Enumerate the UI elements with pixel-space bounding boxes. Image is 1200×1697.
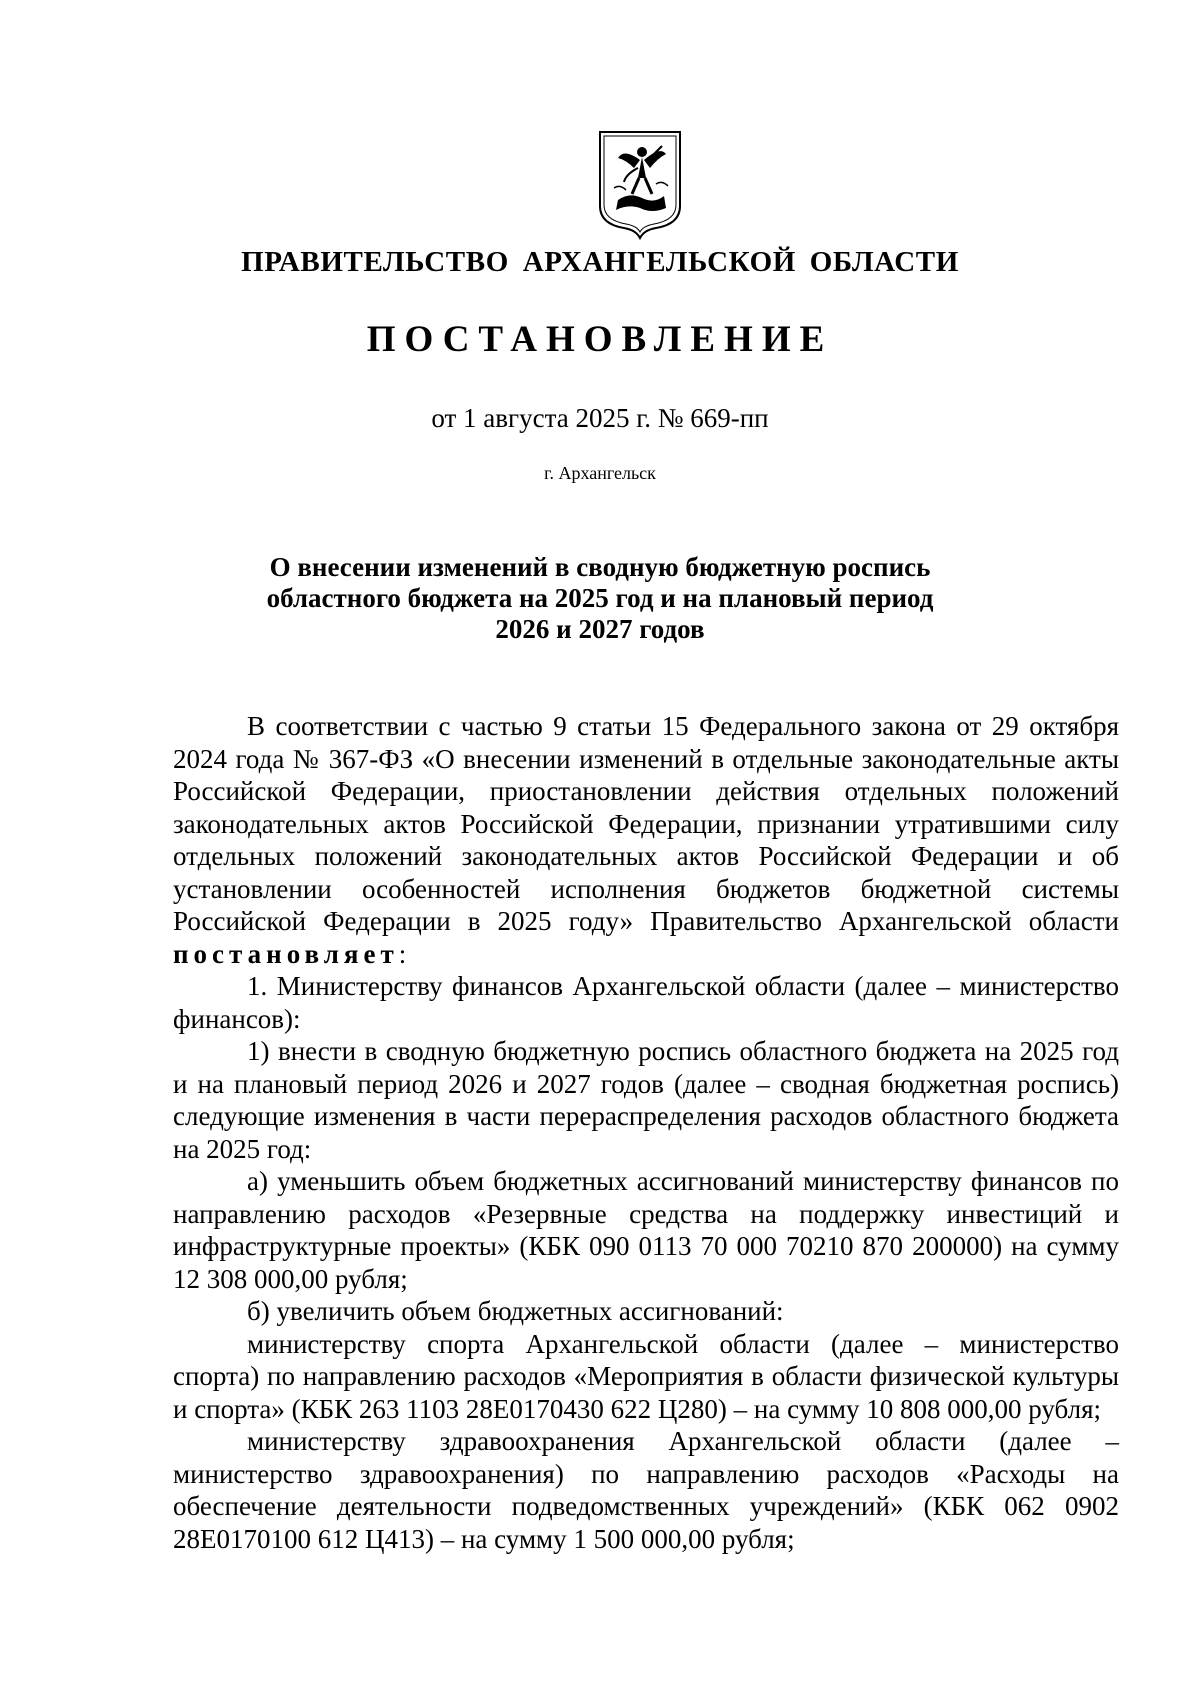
decree-word: постановляет — [173, 938, 399, 969]
item-a-paragraph: а) уменьшить объем бюджетных ассигнований министерству финансов по направлению расходов «Резервные средства на поддержку инвестиций и инфраструктурные проекты» (КБК 090 0113 70 000 70210 870 200000) на сумму 12 308 000,00 рубля; — [173, 1166, 1119, 1294]
subject-line: областного бюджета на 2025 год и на плановый период — [266, 583, 934, 613]
item-b-sport-paragraph: министерству спорта Архангельской области (далее – министерство спорта) по направлению расходов «Мероприятия в области физической культуры и спорта» (КБК 263 1103 28Е0170430 622 Ц280) – на сумму 10 808 000,00 рубля; — [173, 1328, 1119, 1424]
preamble-text: В соответствии с частью 9 статьи 15 Федерального закона от 29 октября 2024 года № 367-ФЗ «О внесении изменений в отдельные законодательные акты Российской Федерации, приостановлении действия отдельных положений законодательных актов Российской Федерации, признании утратившими силу отдельных положений законодательных актов Российской Федерации и об установлении особенностей исполнения бюджетов бюджетной системы Российской Федерации в 2025 году» Правительство Архангельской области — [173, 711, 1119, 936]
preamble-paragraph — [173, 710, 1119, 970]
subject-line: 2026 и 2027 годов — [495, 614, 705, 644]
document-date-number: от 1 августа 2025 г. № 669-пп — [431, 403, 769, 433]
coat-of-arms-icon — [596, 128, 684, 240]
item-1-1-paragraph: 1) внести в сводную бюджетную роспись областного бюджета на 2025 год и на плановый период 2026 и 2027 годов (далее – сводная бюджетная роспись) следующие изменения в части перераспределения расходов областного бюджета на 2025 год: — [173, 1036, 1119, 1164]
document-subject — [200, 552, 1000, 645]
document-body — [173, 710, 1119, 1555]
item-1-paragraph: 1. Министерству финансов Архангельской области (далее – министерство финансов): — [173, 971, 1119, 1034]
organization-title: ПРАВИТЕЛЬСТВО АРХАНГЕЛЬСКОЙ ОБЛАСТИ — [241, 246, 959, 278]
subject-line: О внесении изменений в сводную бюджетную роспись — [269, 552, 931, 582]
item-b-health-paragraph: министерству здравоохранения Архангельской области (далее – министерство здравоохранения) по направлению расходов «Расходы на обеспечение деятельности подведомственных учреждений» (КБК 062 0902 28Е0170100 612 Ц413) – на сумму 1 500 000,00 рубля; — [173, 1426, 1119, 1554]
decree-colon: : — [398, 938, 407, 969]
item-b-paragraph: б) увеличить объем бюджетных ассигнований: — [247, 1296, 784, 1326]
document-type: ПОСТАНОВЛЕНИЕ — [366, 319, 834, 360]
document-city: г. Архангельск — [544, 463, 656, 483]
